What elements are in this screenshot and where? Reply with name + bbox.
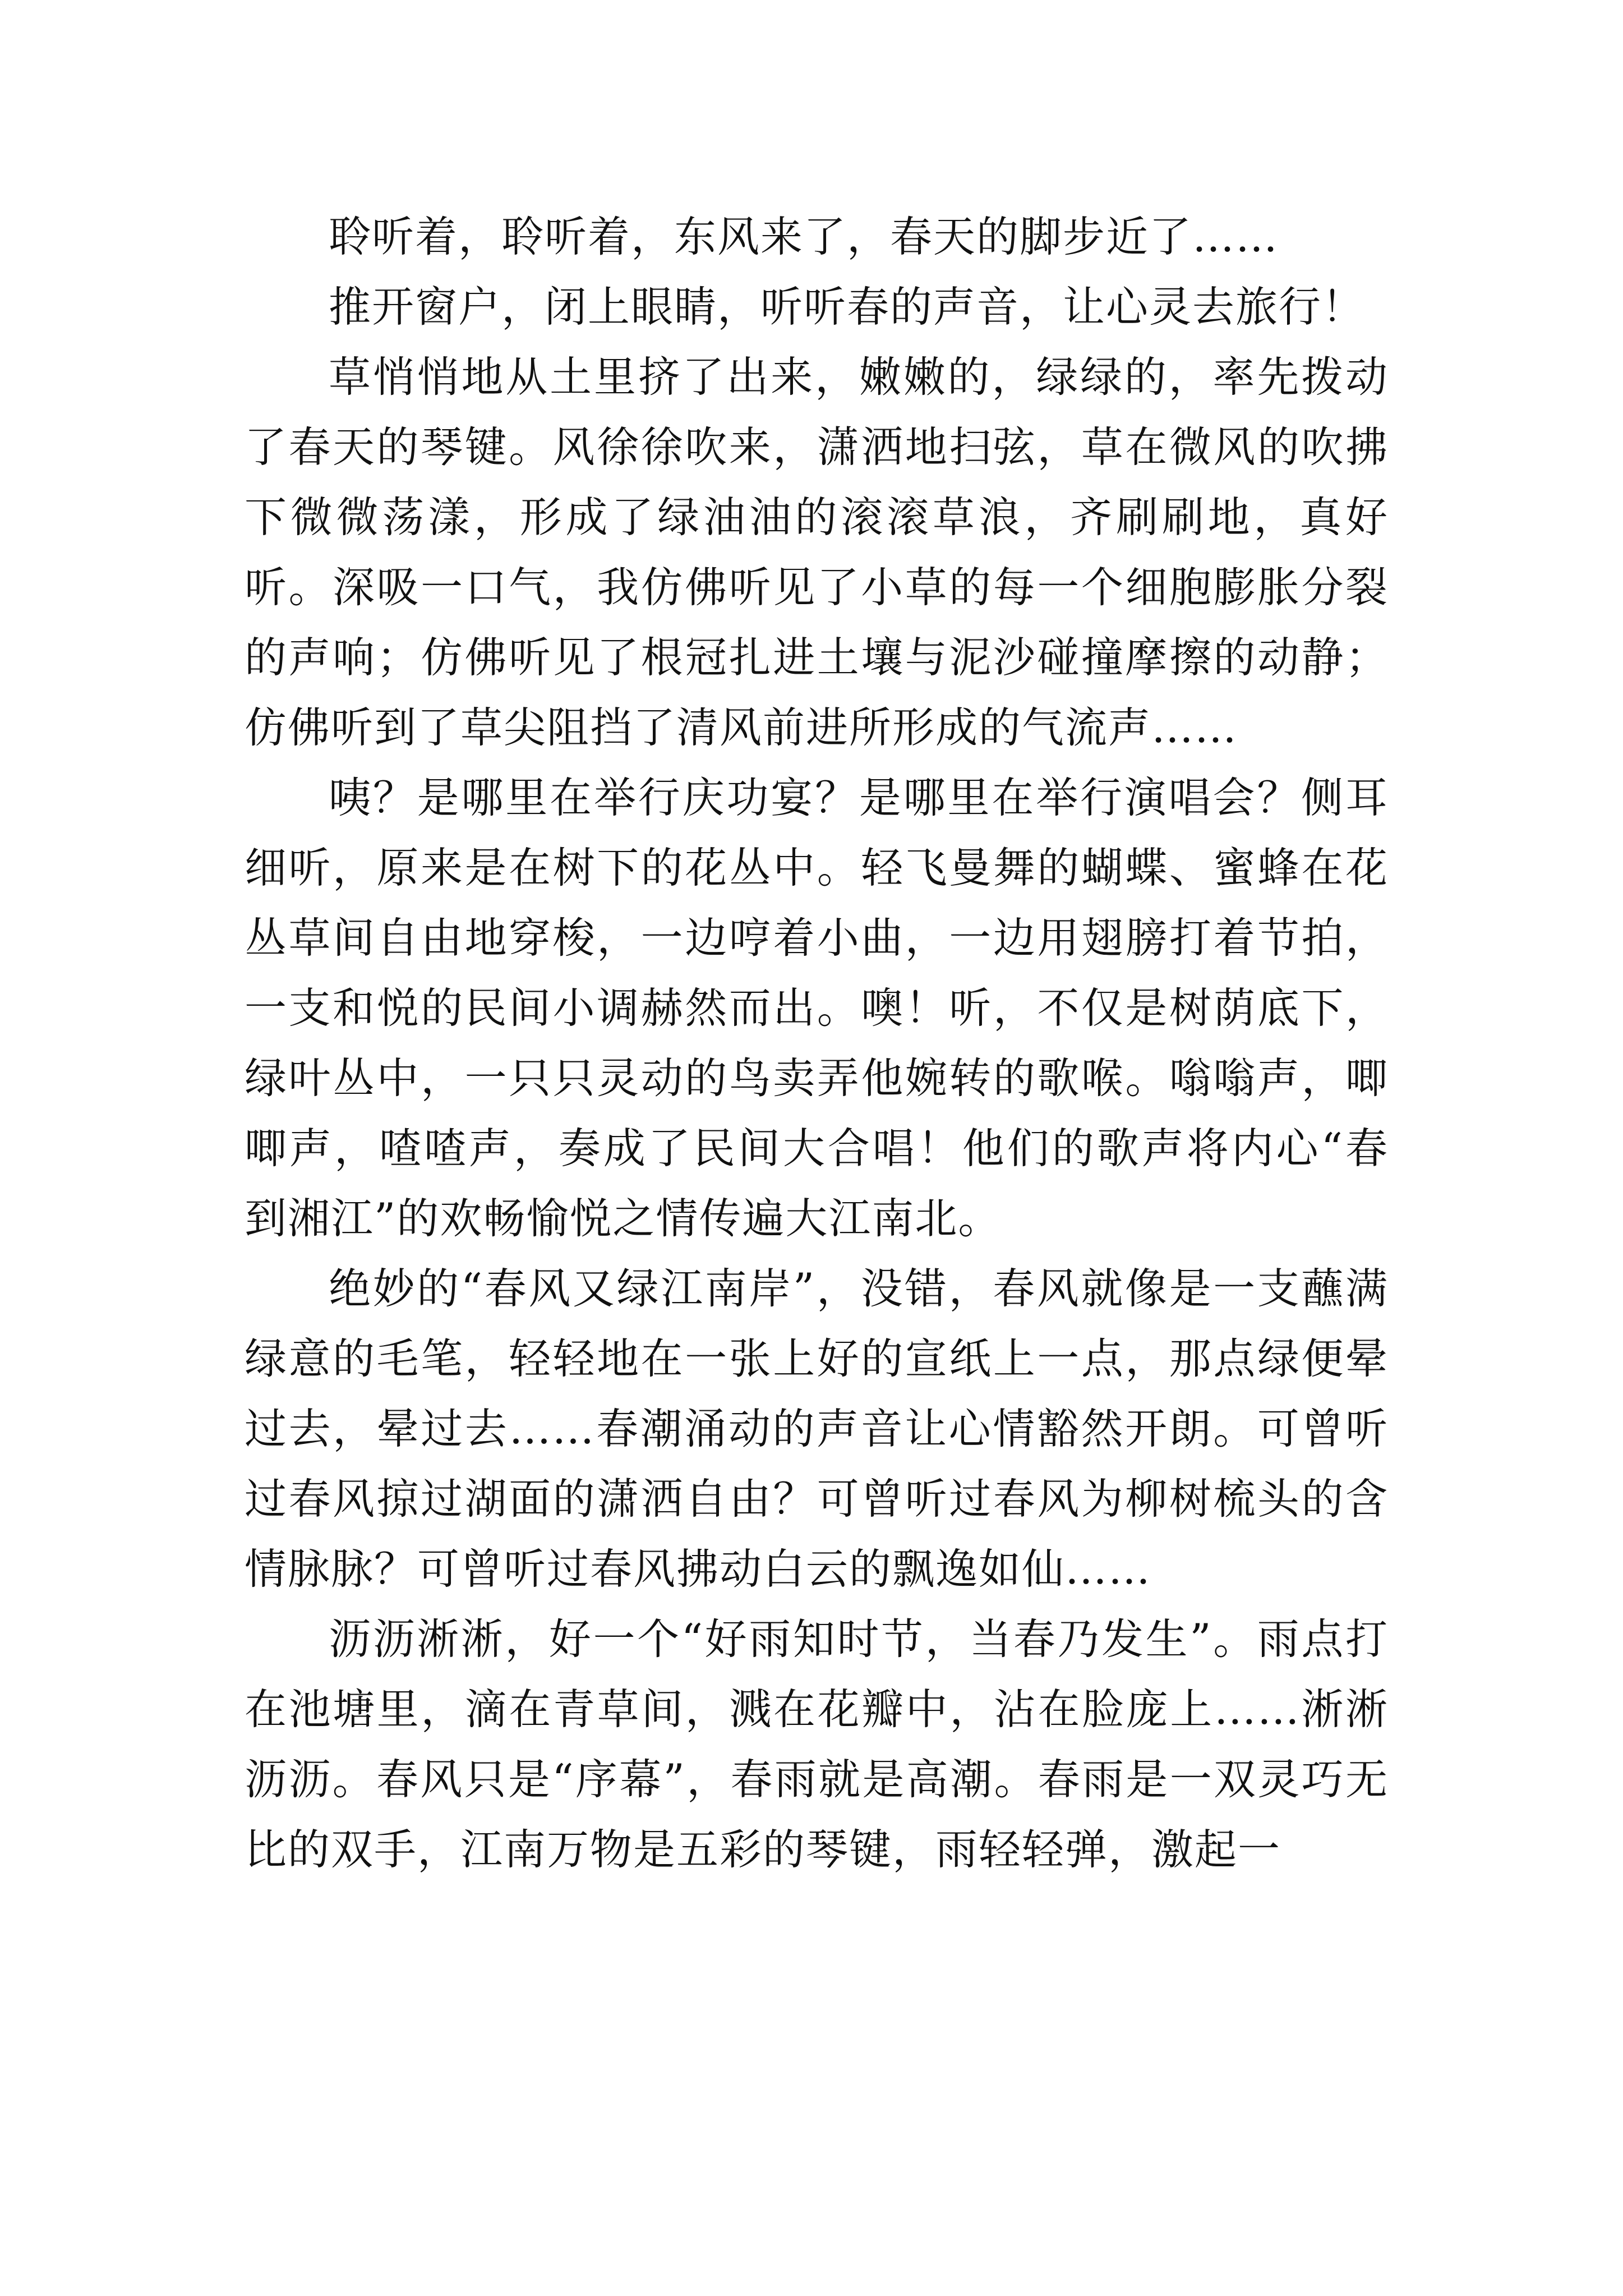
paragraph-6: 沥沥淅淅，好一个“好雨知时节，当春乃发生”。雨点打在池塘里，滴在青草间，溅在花瓣中，沾在脸庞上……淅淅沥沥。春风只是“序幕”，春雨就是高潮。春雨是一双灵巧无比的双手，江南万物是五彩的琴键，雨轻轻弹，激起一 xyxy=(245,1614,1389,1874)
paragraph-1: 聆听着，聆听着，东风来了，春天的脚步近了…… xyxy=(329,212,1279,261)
paragraph-3: 草悄悄地从土里挤了出来，嫩嫩的，绿绿的，率先拨动了春天的琴键。风徐徐吹来，潇洒地扫弦，草在微风的吹拂下微微荡漾，形成了绿油油的滚滚草浪，齐刷刷地，真好听。深吸一口气，我仿佛听见了小草的每一个细胞膨胀分裂的声响；仿佛听见了根冠扎进土壤与泥沙碰撞摩擦的动静；仿佛听到了草尖阻挡了清风前进所形成的气流声…… xyxy=(245,352,1389,752)
paragraph-2: 推开窗户，闭上眼睛，听听春的声音，让心灵去旅行！ xyxy=(329,282,1366,332)
document-body xyxy=(245,202,1389,1885)
paragraph-4: 咦？是哪里在举行庆功宴？是哪里在举行演唱会？侧耳细听，原来是在树下的花丛中。轻飞曼舞的蝴蝶、蜜蜂在花丛草间自由地穿梭，一边哼着小曲，一边用翅膀打着节拍，一支和悦的民间小调赫然而出。噢！听，不仅是树荫底下，绿叶丛中，一只只灵动的鸟卖弄他婉转的歌喉。嗡嗡声，唧唧声，喳喳声，奏成了民间大合唱！他们的歌声将内心“春到湘江”的欢畅愉悦之情传遍大江南北。 xyxy=(245,773,1389,1243)
paragraph-5: 绝妙的“春风又绿江南岸”，没错，春风就像是一支蘸满绿意的毛笔，轻轻地在一张上好的宣纸上一点，那点绿便晕过去，晕过去……春潮涌动的声音让心情豁然开朗。可曾听过春风掠过湖面的潇洒自由？可曾听过春风为柳树梳头的含情脉脉？可曾听过春风拂动白云的飘逸如仙…… xyxy=(245,1264,1389,1594)
